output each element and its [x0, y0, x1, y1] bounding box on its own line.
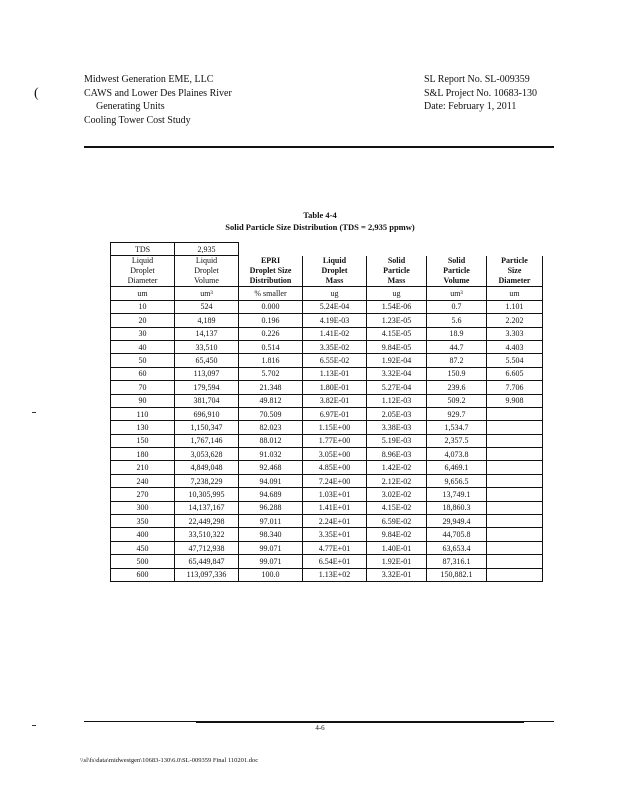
unit-cell: % smaller: [239, 287, 303, 300]
col-header-particle-diameter: Particle Size Diameter: [487, 256, 543, 287]
table-cell: 1.54E-06: [367, 300, 427, 313]
table-cell: 0.7: [427, 300, 487, 313]
table-body: [111, 300, 543, 581]
table-cell: 3.82E-01: [303, 394, 367, 407]
project-name: CAWS and Lower Des Plaines River: [84, 87, 232, 99]
table-cell: 1.80E-01: [303, 381, 367, 394]
table-cell: 3.02E-02: [367, 488, 427, 501]
table-cell: 1.23E-05: [367, 314, 427, 327]
table-cell: 524: [175, 300, 239, 313]
unit-cell: ug: [367, 287, 427, 300]
table-cell: 300: [111, 501, 175, 514]
table-cell: 0.514: [239, 340, 303, 353]
table-cell: [487, 434, 543, 447]
table-cell: 400: [111, 528, 175, 541]
col-header-solid-mass: Solid Particle Mass: [367, 256, 427, 287]
table-cell: 14,137,167: [175, 501, 239, 514]
table-cell: 509.2: [427, 394, 487, 407]
table-cell: 47,712,938: [175, 541, 239, 554]
table-cell: 97.011: [239, 515, 303, 528]
table-cell: 6.59E-02: [367, 515, 427, 528]
table-cell: 1.12E-03: [367, 394, 427, 407]
table-cell: 21.348: [239, 381, 303, 394]
table-cell: 33,510,322: [175, 528, 239, 541]
col-header-liquid-diameter: Liquid Droplet Diameter: [111, 256, 175, 287]
table-row: [111, 407, 543, 420]
table-cell: [487, 501, 543, 514]
table-cell: 929.7: [427, 407, 487, 420]
table-cell: 240: [111, 474, 175, 487]
table-cell: 29,949.4: [427, 515, 487, 528]
table-cell: 4.403: [487, 340, 543, 353]
header-rule: [84, 146, 554, 148]
table-cell: 270: [111, 488, 175, 501]
table-cell: 3.32E-04: [367, 367, 427, 380]
table-cell: 1.41E+01: [303, 501, 367, 514]
file-path: \\sl\fs\data\midwestgen\10683-130\6.0\SL-009359 Final 110201.doc: [80, 757, 259, 764]
table-subtitle: Solid Particle Size Distribution (TDS = 2,935 ppmw): [225, 222, 415, 232]
table-cell: 113,097,336: [175, 568, 239, 581]
table-cell: 5.24E-04: [303, 300, 367, 313]
table-row: [111, 394, 543, 407]
page-number: 4-6: [315, 724, 325, 732]
table-cell: [487, 488, 543, 501]
table-row: [111, 421, 543, 434]
tds-value: 2,935: [175, 243, 239, 256]
table-cell: 63,653.4: [427, 541, 487, 554]
unit-cell: ug: [303, 287, 367, 300]
particle-size-table: [110, 242, 543, 582]
table-cell: 4,073.8: [427, 448, 487, 461]
project-subtitle: Generating Units: [96, 101, 165, 112]
table-cell: 7.24E+00: [303, 474, 367, 487]
table-cell: 65,450: [175, 354, 239, 367]
table-cell: 1.03E+01: [303, 488, 367, 501]
table-cell: 9,656.5: [427, 474, 487, 487]
units-row: [111, 287, 543, 300]
table-cell: 96.288: [239, 501, 303, 514]
table-cell: 65,449,847: [175, 555, 239, 568]
table-cell: 6.54E+01: [303, 555, 367, 568]
table-cell: 100.0: [239, 568, 303, 581]
table-cell: 2,357.5: [427, 434, 487, 447]
table-cell: 44.7: [427, 340, 487, 353]
table-cell: 150.9: [427, 367, 487, 380]
table-row: [111, 340, 543, 353]
table-cell: 87,316.1: [427, 555, 487, 568]
table-row: [111, 434, 543, 447]
table-cell: 70: [111, 381, 175, 394]
table-cell: 14,137: [175, 327, 239, 340]
table-cell: 1.41E-02: [303, 327, 367, 340]
table-cell: 150: [111, 434, 175, 447]
table-row: [111, 327, 543, 340]
report-number: SL Report No. SL-009359: [424, 74, 530, 85]
table-row: [111, 314, 543, 327]
table-cell: 1.15E+00: [303, 421, 367, 434]
table-row: [111, 381, 543, 394]
table-cell: 1,767,146: [175, 434, 239, 447]
table-cell: 210: [111, 461, 175, 474]
unit-cell: um³: [175, 287, 239, 300]
table-cell: 2.05E-03: [367, 407, 427, 420]
table-cell: 4.85E+00: [303, 461, 367, 474]
company-name: Midwest Generation EME, LLC: [84, 74, 214, 85]
table-cell: 5.504: [487, 354, 543, 367]
table-cell: [487, 461, 543, 474]
table-cell: 10,305,995: [175, 488, 239, 501]
table-cell: 4.15E-02: [367, 501, 427, 514]
table-cell: 450: [111, 541, 175, 554]
table-cell: [487, 407, 543, 420]
table-cell: 130: [111, 421, 175, 434]
table-cell: [487, 568, 543, 581]
table-cell: 20: [111, 314, 175, 327]
table-cell: 6.605: [487, 367, 543, 380]
table-row: [111, 300, 543, 313]
table-row: [111, 474, 543, 487]
table-cell: 4.77E+01: [303, 541, 367, 554]
table-row: [111, 488, 543, 501]
table-cell: 91.032: [239, 448, 303, 461]
table-cell: 1,150,347: [175, 421, 239, 434]
table-cell: 1.13E+02: [303, 568, 367, 581]
column-header-row: [111, 256, 543, 287]
table-cell: 1.92E-01: [367, 555, 427, 568]
table-cell: 113,097: [175, 367, 239, 380]
unit-cell: um: [487, 287, 543, 300]
table-cell: 5.702: [239, 367, 303, 380]
table-title: Table 4-4: [303, 210, 337, 220]
table-cell: 600: [111, 568, 175, 581]
table-cell: 18.9: [427, 327, 487, 340]
table-cell: [487, 528, 543, 541]
table-cell: 44,705.8: [427, 528, 487, 541]
table-row: [111, 367, 543, 380]
table-cell: 6,469.1: [427, 461, 487, 474]
table-cell: 179,594: [175, 381, 239, 394]
table-cell: 4.15E-05: [367, 327, 427, 340]
table-cell: 5.27E-04: [367, 381, 427, 394]
table-row: [111, 501, 543, 514]
table-cell: 94.091: [239, 474, 303, 487]
table-cell: 13,749.1: [427, 488, 487, 501]
table-cell: 0.000: [239, 300, 303, 313]
stray-mark: [32, 725, 36, 726]
table-cell: 3.38E-03: [367, 421, 427, 434]
table-cell: 1.92E-04: [367, 354, 427, 367]
table-cell: 6.97E-01: [303, 407, 367, 420]
table-cell: 350: [111, 515, 175, 528]
table-cell: 9.84E-02: [367, 528, 427, 541]
table-cell: 7,238,229: [175, 474, 239, 487]
header-right: [424, 73, 537, 114]
report-date: Date: February 1, 2011: [424, 101, 517, 112]
table-cell: 99.071: [239, 555, 303, 568]
unit-cell: um: [111, 287, 175, 300]
table-cell: 1.42E-02: [367, 461, 427, 474]
project-number: S&L Project No. 10683-130: [424, 87, 537, 99]
table-cell: 87.2: [427, 354, 487, 367]
table-cell: 3.32E-01: [367, 568, 427, 581]
table-cell: 3.35E+01: [303, 528, 367, 541]
table-cell: [487, 541, 543, 554]
table-cell: 150,882.1: [427, 568, 487, 581]
table-row: [111, 461, 543, 474]
table-cell: 49.812: [239, 394, 303, 407]
stray-mark: (: [34, 86, 39, 101]
table-cell: [487, 448, 543, 461]
table-cell: 4,189: [175, 314, 239, 327]
table-cell: 99.071: [239, 541, 303, 554]
table-row: [111, 555, 543, 568]
table-cell: 3.05E+00: [303, 448, 367, 461]
table-cell: 3,053,628: [175, 448, 239, 461]
table-row: [111, 354, 543, 367]
table-cell: [487, 515, 543, 528]
table-cell: 92.468: [239, 461, 303, 474]
tds-label: TDS: [111, 243, 175, 256]
unit-cell: um³: [427, 287, 487, 300]
table-cell: 110: [111, 407, 175, 420]
col-header-liquid-mass: Liquid Droplet Mass: [303, 256, 367, 287]
table-cell: 0.196: [239, 314, 303, 327]
table-cell: 1.816: [239, 354, 303, 367]
table-cell: 3.303: [487, 327, 543, 340]
table-cell: 180: [111, 448, 175, 461]
table-cell: 2.202: [487, 314, 543, 327]
table-row: [111, 568, 543, 581]
table-cell: 2.24E+01: [303, 515, 367, 528]
table-cell: 88.012: [239, 434, 303, 447]
table-cell: 50: [111, 354, 175, 367]
table-cell: 239.6: [427, 381, 487, 394]
table-cell: 9.84E-05: [367, 340, 427, 353]
table-cell: 5.19E-03: [367, 434, 427, 447]
tds-row: [111, 243, 543, 256]
table-cell: 4.19E-03: [303, 314, 367, 327]
table-cell: 98.340: [239, 528, 303, 541]
table-cell: 7.706: [487, 381, 543, 394]
table-cell: 70.509: [239, 407, 303, 420]
footer-rule-thick: [196, 721, 524, 723]
table-cell: 9.908: [487, 394, 543, 407]
study-name: Cooling Tower Cost Study: [84, 114, 191, 126]
table-cell: 90: [111, 394, 175, 407]
header-left: [84, 73, 232, 127]
table-cell: 10: [111, 300, 175, 313]
table-row: [111, 528, 543, 541]
table-cell: [487, 421, 543, 434]
table-cell: 1.13E-01: [303, 367, 367, 380]
table-cell: 33,510: [175, 340, 239, 353]
table-cell: 22,449,298: [175, 515, 239, 528]
table-cell: 60: [111, 367, 175, 380]
table-cell: 0.226: [239, 327, 303, 340]
table-cell: 381,704: [175, 394, 239, 407]
table-cell: 1,534.7: [427, 421, 487, 434]
table-cell: 1.40E-01: [367, 541, 427, 554]
table-cell: 1.77E+00: [303, 434, 367, 447]
table-cell: 4,849,048: [175, 461, 239, 474]
table-cell: 18,860.3: [427, 501, 487, 514]
table-cell: 696,910: [175, 407, 239, 420]
table-cell: [487, 474, 543, 487]
table-cell: 30: [111, 327, 175, 340]
table-row: [111, 541, 543, 554]
table-cell: 3.35E-02: [303, 340, 367, 353]
table-cell: 82.023: [239, 421, 303, 434]
table-row: [111, 515, 543, 528]
table-cell: 500: [111, 555, 175, 568]
table-cell: 5.6: [427, 314, 487, 327]
table-cell: 40: [111, 340, 175, 353]
table-cell: 1.101: [487, 300, 543, 313]
table-cell: 94.689: [239, 488, 303, 501]
table-cell: 6.55E-02: [303, 354, 367, 367]
col-header-solid-volume: Solid Particle Volume: [427, 256, 487, 287]
table-cell: 2.12E-02: [367, 474, 427, 487]
table-cell: 8.96E-03: [367, 448, 427, 461]
table-cell: [487, 555, 543, 568]
col-header-epri-distribution: EPRI Droplet Size Distribution: [239, 256, 303, 287]
stray-mark: [32, 412, 36, 413]
col-header-liquid-volume: Liquid Droplet Volume: [175, 256, 239, 287]
table-row: [111, 448, 543, 461]
